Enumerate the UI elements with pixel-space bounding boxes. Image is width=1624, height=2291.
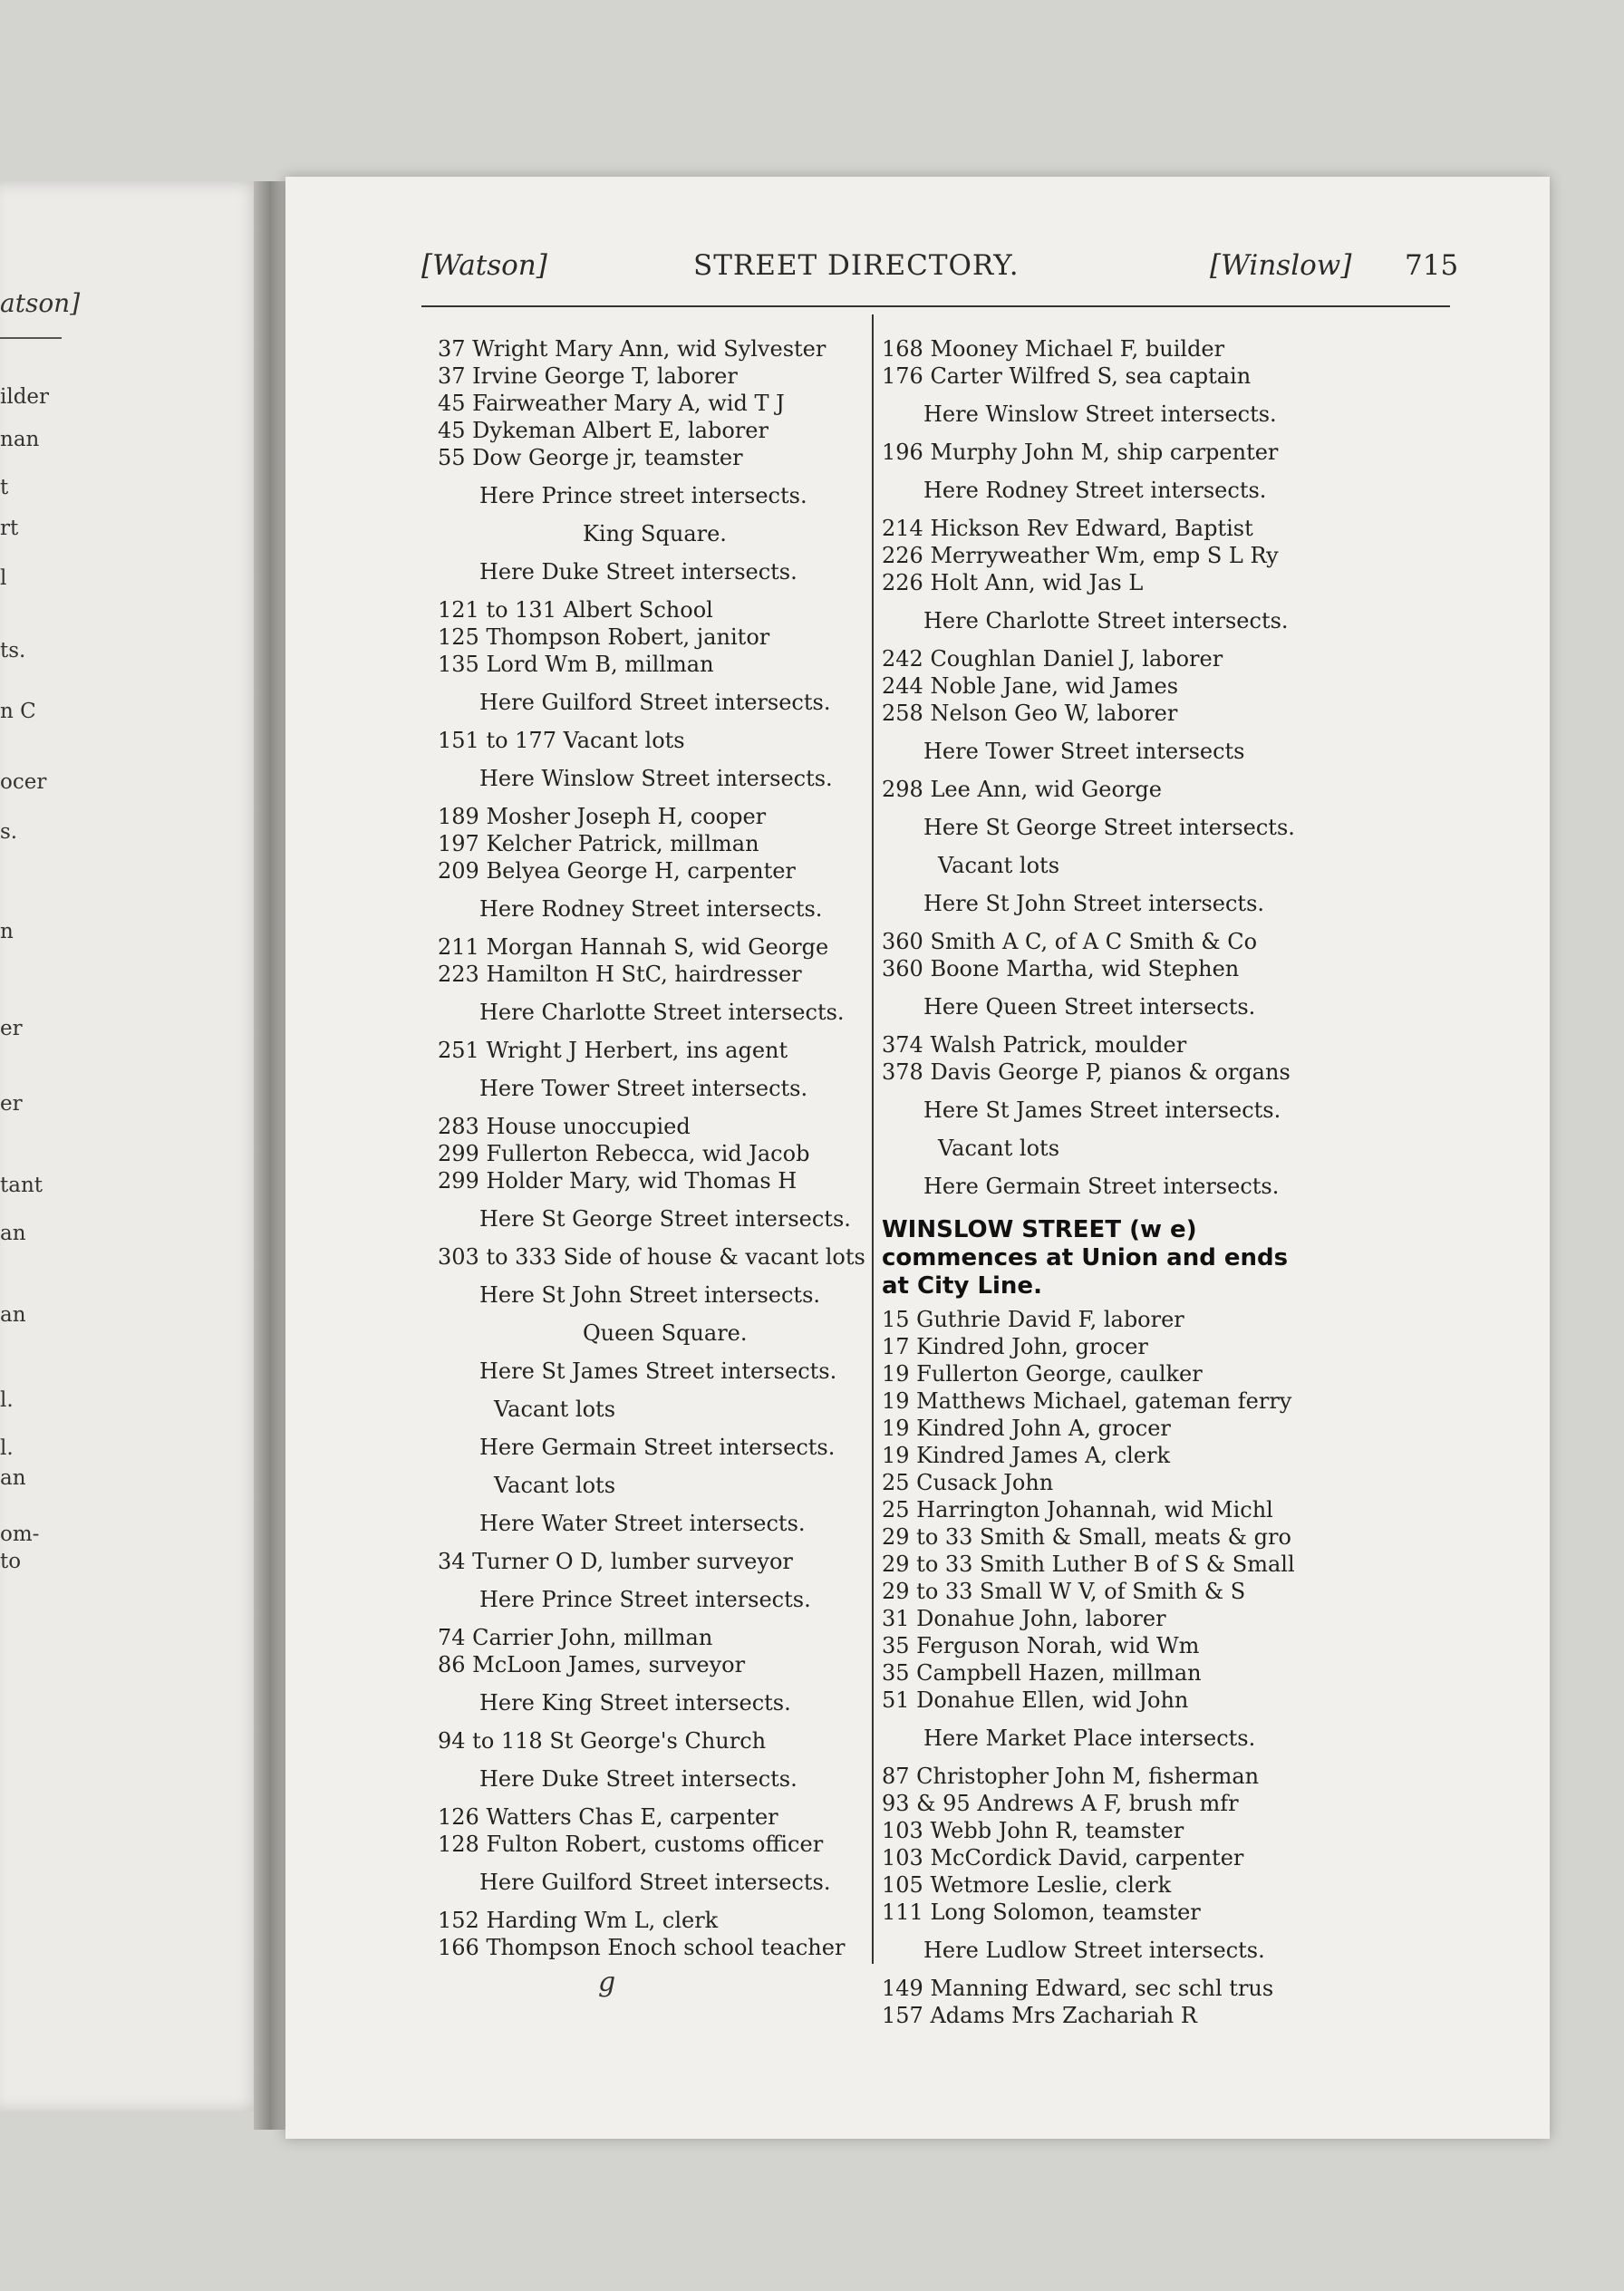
directory-entry: 303 to 333 Side of house & vacant lots <box>438 1244 865 1270</box>
directory-entry: 55 Dow George jr, teamster <box>438 445 743 470</box>
directory-entry: 87 Christopher John M, fisherman <box>882 1764 1260 1789</box>
facing-page-fragment-text: n C <box>0 700 36 723</box>
directory-entry: 19 Matthews Michael, gateman ferry <box>882 1388 1292 1414</box>
directory-entry: 168 Mooney Michael F, builder <box>882 336 1225 362</box>
cross-street-note: Here Germain Street intersects. <box>923 1174 1280 1199</box>
directory-entry: 94 to 118 St George's Church <box>438 1728 767 1754</box>
facing-page-fragment-text: s. <box>0 820 18 844</box>
directory-entry: 86 McLoon James, surveyor <box>438 1652 746 1677</box>
cross-street-note: Here Rodney Street intersects. <box>923 478 1267 503</box>
directory-entry: 74 Carrier John, millman <box>438 1625 713 1650</box>
facing-page-fragment-text: er <box>0 1092 23 1116</box>
cross-street-note: Here Queen Street intersects. <box>923 994 1256 1020</box>
directory-entry: 374 Walsh Patrick, moulder <box>882 1032 1187 1058</box>
directory-entry: 19 Kindred James A, clerk <box>882 1443 1171 1468</box>
cross-street-note: Here St John Street intersects. <box>479 1282 821 1308</box>
directory-entry: 45 Fairweather Mary A, wid T J <box>438 391 785 416</box>
directory-entry: 226 Merryweather Wm, emp S L Ry <box>882 543 1279 568</box>
cross-street-note: Here Market Place intersects. <box>923 1726 1256 1751</box>
facing-page-fragment-text: l. <box>0 1436 14 1460</box>
cross-street-note: Here Charlotte Street intersects. <box>479 1000 845 1025</box>
facing-page-fragment-text: er <box>0 1017 23 1040</box>
directory-entry: 29 to 33 Smith Luther B of S & Small <box>882 1552 1295 1577</box>
directory-entry: 37 Wright Mary Ann, wid Sylvester <box>438 336 826 362</box>
facing-page-fragment-text: nan <box>0 428 40 451</box>
vacant-lots-note: Vacant lots <box>494 1473 616 1498</box>
directory-entry: 25 Cusack John <box>882 1470 1054 1495</box>
facing-page-fragment-text: ilder <box>0 385 50 409</box>
directory-entry: 299 Holder Mary, wid Thomas H <box>438 1168 798 1194</box>
facing-page-fragment-text: rt <box>0 517 19 540</box>
facing-page-fragment-text: l <box>0 566 7 590</box>
directory-entry: 17 Kindred John, grocer <box>882 1334 1148 1359</box>
directory-entry: 128 Fulton Robert, customs officer <box>438 1832 824 1857</box>
directory-entry: 211 Morgan Hannah S, wid George <box>438 934 829 960</box>
facing-page-fragment-text: ts. <box>0 639 26 662</box>
directory-entry: 125 Thompson Robert, janitor <box>438 624 770 650</box>
directory-entry: 226 Holt Ann, wid Jas L <box>882 570 1144 595</box>
directory-entry: 135 Lord Wm B, millman <box>438 652 714 677</box>
vacant-lots-note: Vacant lots <box>938 853 1060 878</box>
cross-street-note: Here Germain Street intersects. <box>479 1435 836 1460</box>
directory-entry: 242 Coughlan Daniel J, laborer <box>882 646 1223 672</box>
vacant-lots-note: Vacant lots <box>494 1397 616 1422</box>
directory-entry: 298 Lee Ann, wid George <box>882 777 1162 802</box>
directory-entry: 209 Belyea George H, carpenter <box>438 858 796 884</box>
facing-page-header-fragment: atson] <box>0 288 81 318</box>
directory-entry: 283 House unoccupied <box>438 1114 691 1139</box>
directory-entry: 25 Harrington Johannah, wid Michl <box>882 1497 1273 1522</box>
page-number: 715 <box>1405 249 1459 282</box>
facing-page-fragment <box>0 181 263 2112</box>
cross-street-note: Here Water Street intersects. <box>479 1511 806 1536</box>
directory-entry: 299 Fullerton Rebecca, wid Jacob <box>438 1141 810 1166</box>
directory-entry: 176 Carter Wilfred S, sea captain <box>882 363 1252 389</box>
header-right-guide-word: [Winslow] <box>1210 249 1352 282</box>
directory-entry: 37 Irvine George T, laborer <box>438 363 738 389</box>
directory-entry: 157 Adams Mrs Zachariah R <box>882 2003 1197 2028</box>
directory-entry: 29 to 33 Small W V, of Smith & S <box>882 1579 1246 1604</box>
book-gutter <box>254 181 290 2130</box>
vacant-lots-note: Vacant lots <box>938 1136 1060 1161</box>
cross-street-note: Here Charlotte Street intersects. <box>923 608 1289 633</box>
directory-entry: 214 Hickson Rev Edward, Baptist <box>882 516 1253 541</box>
cross-street-note: Here Winslow Street intersects. <box>479 766 833 791</box>
left-column <box>438 335 909 1961</box>
directory-entry: 29 to 33 Smith & Small, meats & gro <box>882 1524 1291 1550</box>
cross-street-note: Here Winslow Street intersects. <box>923 401 1277 427</box>
page-title: STREET DIRECTORY. <box>693 249 1020 282</box>
directory-entry: 197 Kelcher Patrick, millman <box>438 831 759 856</box>
directory-entry: 126 Watters Chas E, carpenter <box>438 1804 778 1830</box>
header-rule <box>421 305 1450 307</box>
cross-street-note: Here Tower Street intersects <box>923 739 1245 764</box>
cross-street-note: Here Duke Street intersects. <box>479 559 798 585</box>
cross-street-note: Here Guilford Street intersects. <box>479 1870 831 1895</box>
directory-entry: 258 Nelson Geo W, laborer <box>882 701 1178 726</box>
cross-street-note: Here Prince street intersects. <box>479 483 807 508</box>
directory-entry: 31 Donahue John, laborer <box>882 1606 1166 1631</box>
directory-entry: 19 Kindred John A, grocer <box>882 1416 1171 1441</box>
facing-page-fragment-text: n <box>0 920 14 943</box>
directory-entry: 149 Manning Edward, sec schl trus <box>882 1976 1274 2001</box>
square-heading: Queen Square. <box>583 1320 748 1346</box>
cross-street-note: Here Rodney Street intersects. <box>479 896 823 922</box>
facing-page-fragment-text: t <box>0 476 9 499</box>
directory-entry: 103 Webb John R, teamster <box>882 1818 1184 1843</box>
facing-page-fragment-text: to <box>0 1550 22 1573</box>
cross-street-note: Here Prince Street intersects. <box>479 1587 811 1612</box>
directory-entry: 103 McCordick David, carpenter <box>882 1845 1244 1870</box>
directory-entry: 51 Donahue Ellen, wid John <box>882 1687 1189 1713</box>
directory-entry: 360 Boone Martha, wid Stephen <box>882 956 1240 981</box>
directory-page <box>285 177 1550 2139</box>
cross-street-note: Here St James Street intersects. <box>923 1097 1281 1123</box>
directory-entry: 360 Smith A C, of A C Smith & Co <box>882 929 1258 954</box>
directory-entry: 35 Campbell Hazen, millman <box>882 1660 1202 1686</box>
cross-street-note: Here Duke Street intersects. <box>479 1766 798 1792</box>
directory-entry: 105 Wetmore Leslie, clerk <box>882 1872 1172 1898</box>
facing-page-fragment-text: an <box>0 1466 26 1490</box>
facing-page-fragment-text: ocer <box>0 770 47 794</box>
directory-entry: 19 Fullerton George, caulker <box>882 1361 1203 1387</box>
cross-street-note: Here King Street intersects. <box>479 1690 791 1716</box>
directory-entry: 196 Murphy John M, ship carpenter <box>882 440 1279 465</box>
directory-entry: 251 Wright J Herbert, ins agent <box>438 1038 788 1063</box>
directory-entry: 189 Mosher Joseph H, cooper <box>438 804 767 829</box>
cross-street-note: Here St John Street intersects. <box>923 891 1265 916</box>
directory-entry: 151 to 177 Vacant lots <box>438 728 685 753</box>
cross-street-note: Here St George Street intersects. <box>479 1206 851 1232</box>
directory-entry: 45 Dykeman Albert E, laborer <box>438 418 768 443</box>
facing-page-fragment-text: tant <box>0 1174 44 1197</box>
signature-mark: g <box>598 1967 616 1998</box>
square-heading: King Square. <box>583 521 727 546</box>
facing-page-header-rule <box>0 337 62 339</box>
street-heading: WINSLOW STREET (w e) commences at Union and ends at City Line. <box>882 1216 1289 1300</box>
directory-entry: 244 Noble Jane, wid James <box>882 673 1179 699</box>
facing-page-fragment-text: l. <box>0 1388 14 1412</box>
facing-page-fragment-text: an <box>0 1222 26 1245</box>
directory-entry: 34 Turner O D, lumber surveyor <box>438 1549 793 1574</box>
directory-entry: 111 Long Solomon, teamster <box>882 1900 1201 1925</box>
cross-street-note: Here Tower Street intersects. <box>479 1076 808 1101</box>
page-header <box>421 249 1500 295</box>
directory-entry: 223 Hamilton H StC, hairdresser <box>438 962 802 987</box>
facing-page-fragment-text: an <box>0 1303 26 1327</box>
header-left-guide-word: [Watson] <box>421 249 547 282</box>
directory-entry: 93 & 95 Andrews A F, brush mfr <box>882 1791 1239 1816</box>
directory-entry: 15 Guthrie David F, laborer <box>882 1307 1184 1332</box>
right-column <box>882 335 1371 2029</box>
directory-entry: 166 Thompson Enoch school teacher <box>438 1935 846 1960</box>
directory-entry: 121 to 131 Albert School <box>438 597 713 623</box>
facing-page-fragment-text: om- <box>0 1522 40 1546</box>
cross-street-note: Here Guilford Street intersects. <box>479 690 831 715</box>
cross-street-note: Here Ludlow Street intersects. <box>923 1938 1265 1963</box>
directory-entry: 35 Ferguson Norah, wid Wm <box>882 1633 1200 1658</box>
directory-entry: 378 Davis George P, pianos & organs <box>882 1059 1290 1085</box>
cross-street-note: Here St James Street intersects. <box>479 1358 837 1384</box>
cross-street-note: Here St George Street intersects. <box>923 815 1295 840</box>
directory-entry: 152 Harding Wm L, clerk <box>438 1908 719 1933</box>
